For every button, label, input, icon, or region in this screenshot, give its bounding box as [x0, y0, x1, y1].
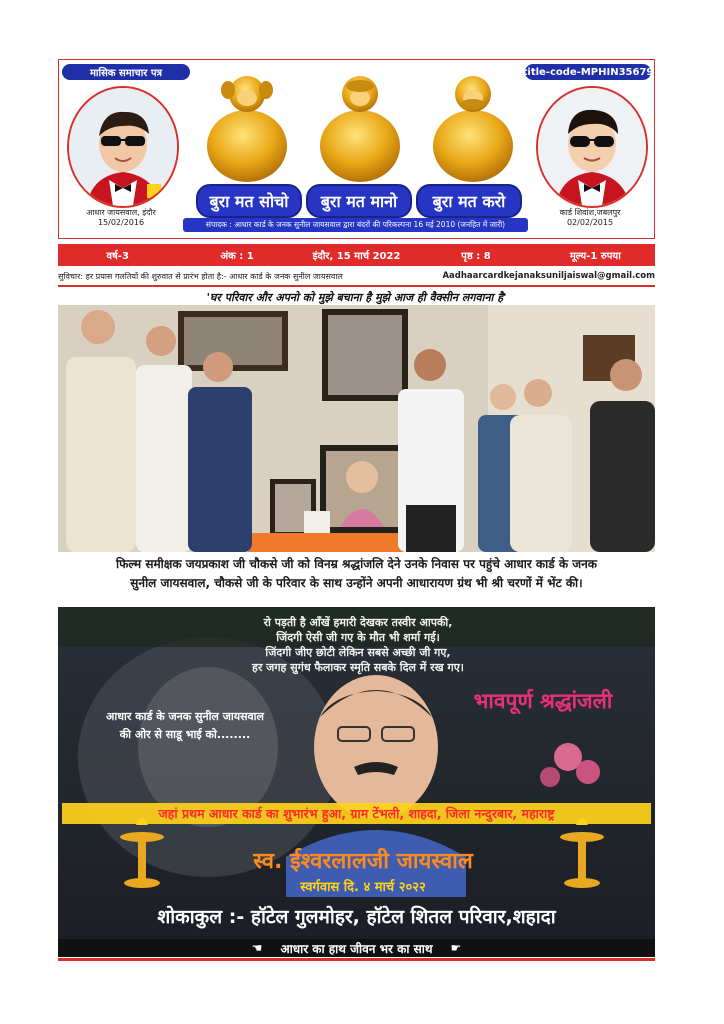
deceased-name: स्व. ईश्वरलालजी जायस्वाल [253, 849, 473, 874]
title-code: title-code-MPHIN35679 [525, 64, 651, 80]
monkey-label-feel: बुरा मत मानो [306, 184, 412, 218]
editor-line: संपादक : आधार कार्ड के जनक सुनील जायसवाल द्वारा बंदरों की परिकल्पना 16 मई 2010 (जनहित में जारी) [183, 218, 528, 232]
left-child-portrait [67, 86, 179, 208]
poem-line-3: जिंदगी जीए छोटी लेकिन सबसे अच्छी जी गए, [265, 646, 451, 659]
divider [58, 285, 655, 287]
footer-slogan-strip [58, 939, 655, 957]
left-child-date: 15/02/2016 [97, 218, 145, 227]
condolence-banner [58, 607, 655, 955]
death-date: स्वर्गवास दि. ४ मार्च २०२२ [300, 880, 426, 895]
right-child-date: 02/02/2015 [566, 218, 614, 227]
photo-caption-line-2: सुनील जायसवाल, चौकसे जी के परिवार के साथ उन्होंने अपनी आधारायण ग्रंथ भी श्री चरणों में भेंट की। [130, 576, 583, 590]
hand-icon: ☛ [450, 941, 462, 955]
monthly-label: मासिक समाचार पत्र [62, 64, 190, 80]
year: वर्ष-3 [106, 251, 129, 262]
left-child-caption: आधार जायसवाल, इंदौर [86, 208, 156, 217]
price: मूल्य-1 रुपया [569, 251, 621, 262]
right-child-portrait [536, 86, 648, 208]
tribute-heading: भावपूर्ण श्रद्धांजली [473, 689, 613, 713]
footer-slogan: आधार का हाथ जीवन भर का साथ [280, 941, 433, 956]
place-date: इंदौर, 15 मार्च 2022 [312, 251, 401, 262]
monkey-label-do: बुरा मत करो [416, 184, 522, 218]
poem-line-1: रो पड़ती है आँखें हमारी देखकर तस्वीर आपकी, [263, 616, 453, 629]
issue-info-bar [58, 244, 655, 266]
monkey-think-no-evil-icon [207, 76, 287, 182]
mourners-line: शोकाकुल :- हॉटेल गुलमोहर, हॉटेल शितल परिवार,शहादा [157, 906, 556, 928]
vaccine-quote: 'घर परिवार और अपनो को मुझे बचाना है मुझे आज ही वैक्सीन लगवाना है' [206, 291, 507, 304]
hand-icon: ☚ [251, 941, 263, 955]
monkey-feel-no-evil-icon [320, 76, 400, 182]
photo-caption [58, 555, 655, 593]
photo-caption-line-1: फिल्म समीक्षक जयप्रकाश जी चौकसे जी को विनम्र श्रद्धांजलि देने उनके निवास पर पहुंचे आधार कार्ड के जनक [115, 557, 598, 571]
poem-line-2: जिंदगी ऐसी जी गए के मौत भी शर्मा गई। [276, 631, 440, 644]
poem [168, 615, 548, 675]
page-count: पृष्ठ : 8 [461, 251, 491, 262]
three-monkeys-illustration [190, 68, 530, 184]
thought-line: सुविचार: हर प्रयास गलतियों की शुरुवात से प्रारंभ होता है:- आधार कार्ड के जनक सुनील जायसवाल [58, 272, 343, 281]
first-aadhaar-location: जहां प्रथम आधार कार्ड का शुभारंभ हुआ, ग्राम टेंभली, शाहदा, जिला नन्दुरबार, महाराष्ट्र [62, 803, 651, 824]
issue-number: अंक : 1 [220, 251, 254, 262]
tribute-visit-photo [58, 305, 655, 552]
right-child-caption: कार्ड शिवांश,जबलपुर [559, 208, 621, 217]
from-line-2: की ओर से साडू भाई को........ [119, 728, 251, 741]
monkey-do-no-evil-icon [433, 76, 513, 182]
poem-line-4: हर जगह सुगंध फैलाकर स्मृति सबके दिल में रख गए। [252, 661, 464, 674]
monkey-label-think: बुरा मत सोचो [196, 184, 302, 218]
contact-email: Aadhaarcardkejanaksuniljaiswal@gmail.com [442, 271, 655, 281]
from-line-1: आधार कार्ड के जनक सुनील जायसवाल [106, 710, 264, 723]
footer-rule [58, 958, 655, 961]
